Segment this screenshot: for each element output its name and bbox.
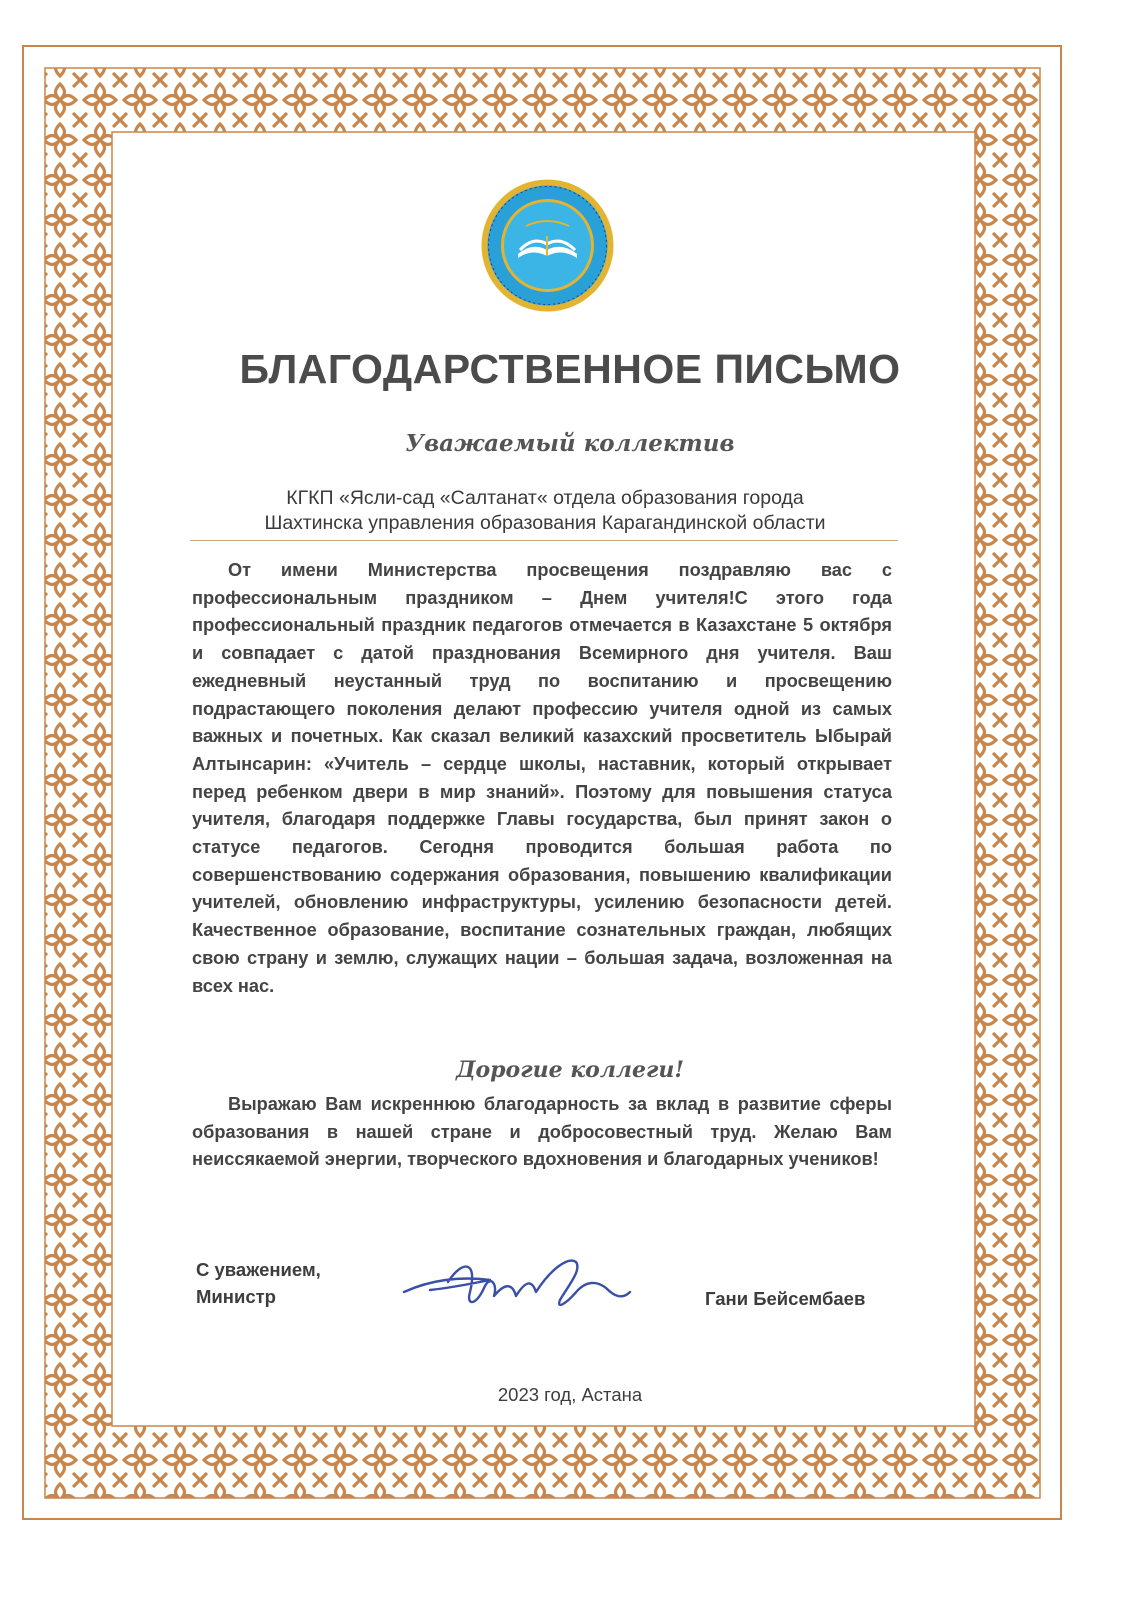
letter-body-paragraph-1: От имени Министерства просвещения поздравляю вас с профессиональным праздником – Днем учителя!С этого года профессиональный праздник педагогов отмечается в Казахстане 5 октября и совпадает с датой празднования Всемирного дня учителя. Ваш ежедневный неустанный труд по воспитанию и просвещению подрастающего поколения делают профессию учителя одной из самых важных и почетных. Как сказал великий казахский просветитель Ыбырай Алтынсарин: «Учитель – сердце школы, наставник, который открывает перед ребенком двери в мир знаний». Поэтому для повышения статуса учителя, благодаря поддержке Главы государства, был принят закон о статусе педагогов. Сегодня проводится большая работа по совершенствованию содержания образования, повышению квалификации учителей, обновлению инфраструктуры, усилению безопасности детей. Качественное образование, воспитание сознательных граждан, любящих свою страну и землю, служащих нации – большая задача, возложенная на всех нас.	[192, 560, 892, 996]
organization-line-2: Шахтинска управления образования Карагандинской области	[264, 512, 826, 534]
signature-regards	[196, 1256, 321, 1310]
salutation-dear-colleagues: Дорогие коллеги!	[455, 1057, 685, 1083]
recipient-organization	[190, 486, 900, 536]
position-text: Министр	[196, 1286, 276, 1307]
date-and-place: 2023 год, Астана	[497, 1384, 643, 1405]
salutation-dear-collective: Уважаемый коллектив	[405, 430, 735, 457]
letter-title: БЛАГОДАРСТВЕННОЕ ПИСЬМО	[239, 346, 901, 392]
regards-text: С уважением,	[196, 1259, 321, 1280]
divider-line	[190, 540, 898, 541]
signatory-name: Гани Бейсембаев	[705, 1288, 866, 1309]
handwritten-signature	[400, 1240, 640, 1320]
letter-body-paragraph-2: Выражаю Вам искреннюю благодарность за вклад в развитие сферы образования в нашей стране и добросовестный труд. Желаю Вам неиссякаемой энергии, творческого вдохновения и благодарных учеников!	[192, 1094, 892, 1170]
organization-line-1: КГКП «Ясли-сад «Салтанат« отдела образования города	[286, 487, 804, 509]
ministry-emblem-seal	[480, 178, 615, 313]
